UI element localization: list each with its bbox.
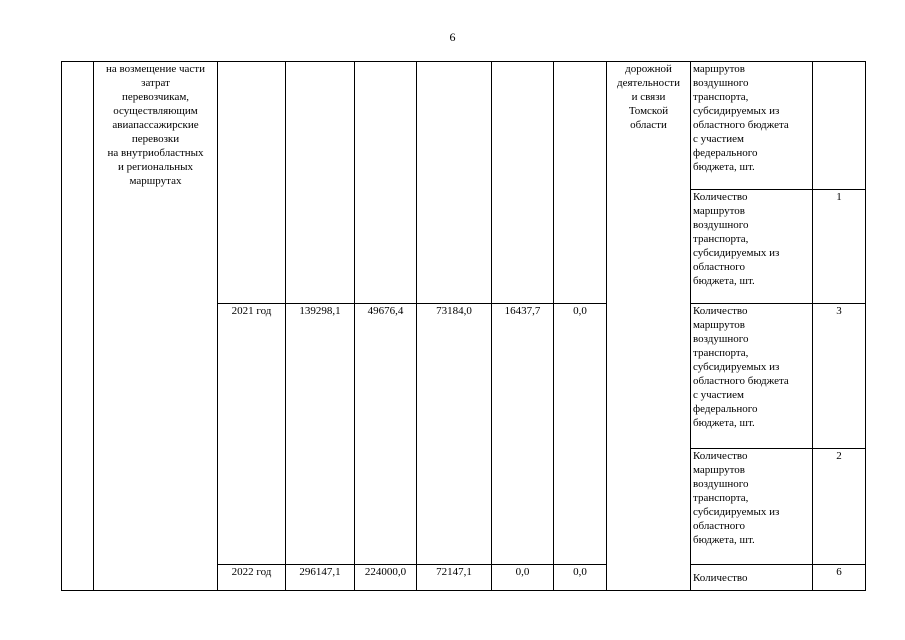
indicator-line: транспорта, (693, 347, 749, 359)
measure-line: перевозчикам, (121, 91, 190, 103)
indicator-text (691, 565, 813, 591)
measure-line: маршрутах (129, 175, 182, 187)
regional-cell-empty (417, 62, 492, 304)
measure-name-cell (94, 62, 218, 591)
indicator-value: 2 (813, 449, 866, 565)
local-cell: 16437,7 (492, 304, 554, 565)
other-cell: 0,0 (554, 565, 607, 591)
executor-line: деятельности (617, 77, 680, 89)
page-number: 6 (449, 30, 456, 44)
number-cell (62, 62, 94, 591)
measure-line: и региональных (117, 161, 194, 173)
indicator-line: федерального (693, 147, 758, 159)
measure-line: на возмещение части (106, 63, 205, 75)
indicator-line: бюджета, шт. (693, 275, 755, 287)
indicator-line: с участием (693, 133, 744, 145)
other-cell-empty (554, 62, 607, 304)
indicator-value: 1 (813, 190, 866, 304)
indicator-line: федерального (693, 403, 758, 415)
other-cell: 0,0 (554, 304, 607, 565)
indicator-line: областного (693, 261, 746, 273)
total-cell-empty (286, 62, 355, 304)
indicator-value: 6 (813, 565, 866, 591)
indicator-line: Количество (693, 450, 748, 462)
measure-line: осуществляющим (113, 105, 198, 117)
measure-line: перевозки (131, 133, 180, 145)
indicator-value: 3 (813, 304, 866, 449)
regional-cell: 73184,0 (417, 304, 492, 565)
indicator-line: субсидируемых из (693, 361, 780, 373)
indicator-line: Количество (693, 191, 748, 203)
measure-line: авиапассажирские (112, 119, 199, 131)
executor-line: Томской (628, 105, 669, 117)
indicator-line: воздушного (693, 478, 749, 490)
program-table (61, 61, 866, 591)
indicator-line: Количество (693, 305, 748, 317)
indicator-line: бюджета, шт. (693, 534, 755, 546)
indicator-line: воздушного (693, 77, 749, 89)
executor-cell (607, 62, 691, 591)
total-cell: 139298,1 (286, 304, 355, 565)
indicator-line: воздушного (693, 219, 749, 231)
table-row (62, 62, 866, 190)
indicator-line: Количество (693, 571, 748, 584)
indicator-line: областного бюджета (693, 375, 789, 387)
indicator-line: областного (693, 520, 746, 532)
measure-line: на внутриобластных (107, 147, 204, 159)
executor-line: области (630, 119, 667, 131)
indicator-line: воздушного (693, 333, 749, 345)
indicator-value (813, 62, 866, 190)
indicator-line: маршрутов (693, 464, 745, 476)
local-cell: 0,0 (492, 565, 554, 591)
year-cell: 2021 год (218, 304, 286, 565)
local-cell-empty (492, 62, 554, 304)
indicator-line: маршрутов (693, 63, 745, 75)
year-cell-empty (218, 62, 286, 304)
year-cell: 2022 год (218, 565, 286, 591)
indicator-line: бюджета, шт. (693, 161, 755, 173)
indicator-text (691, 304, 813, 449)
indicator-line: субсидируемых из (693, 506, 780, 518)
measure-line: затрат (141, 77, 170, 89)
executor-line: и связи (631, 91, 666, 103)
indicator-line: субсидируемых из (693, 247, 780, 259)
indicator-line: бюджета, шт. (693, 417, 755, 429)
indicator-line: маршрутов (693, 319, 745, 331)
federal-cell-empty (355, 62, 417, 304)
regional-cell: 72147,1 (417, 565, 492, 591)
indicator-line: транспорта, (693, 91, 749, 103)
executor-line: дорожной (625, 63, 672, 75)
indicator-text (691, 62, 813, 190)
indicator-line: с участием (693, 389, 744, 401)
federal-cell: 224000,0 (355, 565, 417, 591)
indicator-line: субсидируемых из (693, 105, 780, 117)
indicator-text (691, 190, 813, 304)
indicator-line: транспорта, (693, 233, 749, 245)
total-cell: 296147,1 (286, 565, 355, 591)
indicator-line: маршрутов (693, 205, 745, 217)
indicator-line: областного бюджета (693, 119, 789, 131)
federal-cell: 49676,4 (355, 304, 417, 565)
indicator-line: транспорта, (693, 492, 749, 504)
indicator-text (691, 449, 813, 565)
